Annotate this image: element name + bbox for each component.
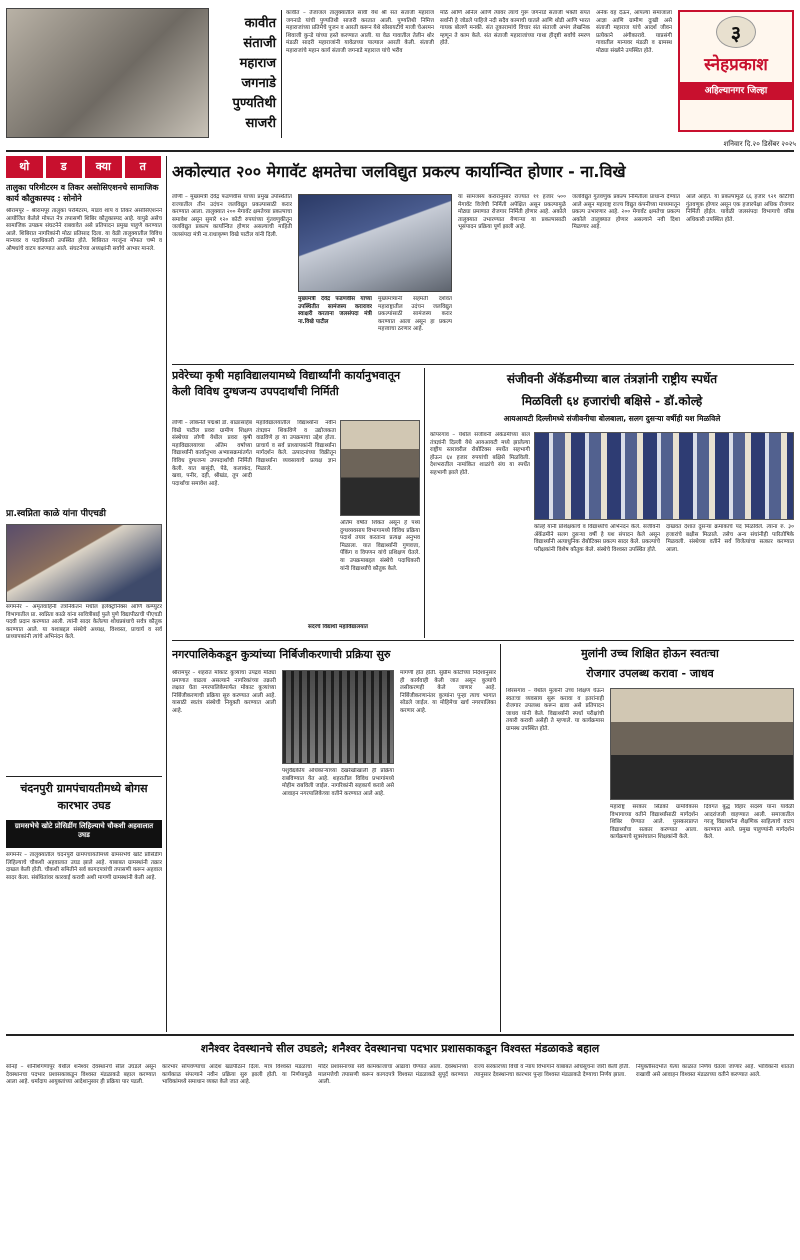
dogs-col-1: श्रीरामपूर – शहरात मोकाट कुत्र्यांचा उपद्रव मोठ्या प्रमाणात वाढला असल्याने नागरिकांच्या तक्रारी लक्षात घेता नगरपालिकेमार्फत मोकाट कुत्र्यांच्या निर्बिजीकरणाची प्रक्रिया सुरु करण्यात आली आहे. यासाठी स्वतंत्र संस्थेची नियुक्ती करण्यात आली आहे. <box>172 670 276 714</box>
sidebar-story-3-body: संगमनेर – तालुक्यातील चंदनपुरी ग्रामपंचायतीमध्ये ग्रामसभेचे खोटे प्रोसिडींग लिहिल्याचे चौकशी अहवालात उघड झाले आहे. याबाबत ग्रामस्थांनी तक्रार दाखल केली होती. चौकशी समितीने सर्व कागदपत्रांची तपासणी करून अहवाल सादर केला. संबंधितांवर कारवाई करावी अशी मागणी ग्रामस्थांनी केली आहे. <box>6 852 162 881</box>
sanjivani-headline-2: मिळविली ६४ हजारांची बक्षिसे - डॉ.कोल्हे <box>521 394 703 408</box>
top-story-headline <box>212 14 276 136</box>
sanjivani-subhead: आयआयटी दिल्लीमध्ये संजीवनीचा बोलबाला, सलग दुसऱ्या वर्षीही यश मिळविले <box>503 414 721 423</box>
sanjivani-col-2: कोल्हे यांनी प्रशिक्षकांचे व विद्यार्थ्यांचे अभिनंदन केले. संजीवनी ॲकॅडमीने सलग दुसऱ्या वर्षी हे यश संपादन केले असून विद्यार्थ्यांनी अत्याधुनिक रोबोटिक्स प्रकल्प सादर केले. प्रकल्पांचे परीक्षकांनी विशेष कौतुक केले. संस्थेचे विश्वस्त उपस्थित होते. <box>534 524 660 553</box>
strip-letter: क्या <box>85 156 122 178</box>
headline-line: महाराज <box>239 56 276 71</box>
shani-col-2: कारभार सोपवण्याचा आदेश खंडपीठाने दिला. मात्र विश्वस्त मंडळाचा कार्यकाळ संपल्याने नवीन प्रक्रिया सुरु झाली होती. या निर्णयामुळे भाविकांमध्ये समाधान व्यक्त केले जात आहे. <box>162 1064 312 1086</box>
dogs-col-2: पशुवैद्यकीय अधिकाऱ्यांच्या देखरेखीखाली ही प्रक्रिया राबविण्यात येत आहे. शहरातील विविध प्रभागांमध्ये मोहीम राबविली जाईल. नागरिकांनी सहकार्य करावे असे आवाहन नगरपालिकेच्या वतीने करण्यात आले आहे. <box>282 768 394 797</box>
headline-line: जगनाडे <box>241 76 276 91</box>
sidebar-story-2-title: प्रा.स्वप्निता काळे यांना पीएचडी <box>6 509 106 519</box>
headline-line: कावीत <box>244 16 276 31</box>
jobs-headline-1: मुलांनी उच्च शिक्षित होऊन स्वतःचा <box>581 647 719 660</box>
headline-line: पुण्यतिथी <box>232 96 276 111</box>
dogs-col-3: मागणी होत होती. सुप्रीम कोर्टाच्या निर्देशानुसार ही कार्यवाही केली जात असून कुत्र्यांचे लसीकरणही केले जाणार आहे. निर्बिजीकरणानंतर कुत्र्यांना पुन्हा त्याच भागात सोडले जाईल. या मोहिमेचा खर्च नगरपालिका करणार आहे. <box>400 670 496 714</box>
shani-col-1: सोनई – शनिशिंगणापूर येथील शनैश्वर देवस्थानचे सील उघडले असून देवस्थानचा पदभार प्रशासकाकडून विश्वस्त मंडळाकडे बहाल करण्यात आला आहे. धर्मादाय आयुक्तांच्या आदेशानुसार ही प्रक्रिया पार पडली. <box>6 1064 156 1086</box>
shani-col-4: राज्य सरकारच्या विधी व न्याय विभागाने याबाबत अधिसूचना जारी केली होती. त्यानुसार देवस्थानचा कारभार पुन्हा विश्वस्त मंडळाकडे देण्याचा निर्णय झाला. <box>474 1064 630 1078</box>
main-story-caption: मुख्यमंत्री देवेंद्र फडणवीस यांच्या उपस्थितीत सामंजस्य करारावर स्वाक्षरी करताना जलसंपदा मंत्री ना.विखे पाटील <box>298 296 372 325</box>
main-headline: अकोल्यात २०० मेगावॅट क्षमतेचा जलविद्युत प्रकल्प कार्यान्वित होणार - ना.विखे <box>172 162 626 181</box>
strip-letter: थो <box>6 156 43 178</box>
main-story-col-3: या सामंजस्य करारानुसार राज्यात ११ हजार ५०० मेगावॅट विजेची निर्मिती अपेक्षित असून प्रकल्पामुळे मोठ्या प्रमाणात रोजगार निर्मिती होणार आहे. अकोले तालुक्यात उभारण्यात येणाऱ्या या प्रकल्पासाठी भूसंपादन प्रक्रिया पूर्ण झाली आहे. <box>458 194 566 231</box>
agri-caption: सदरचे विद्यार्थी महाविद्यालयात <box>307 624 368 630</box>
shani-headline: शनैश्वर देवस्थानचे सील उघडले; शनैश्वर देवस्थानचा पदभार प्रशासकाकडून विश्वस्त मंडळाकडे बहाल <box>200 1042 600 1055</box>
sant-santaji-photo <box>6 8 209 138</box>
sidebar-story-1-title: तालुका परिमीटरम व तिकर असोसिएशनचे सामाजिक कार्य कौतुकास्पद : सोनोने <box>6 183 159 203</box>
main-story-col-4: जलविद्युत गुंतवणुक प्रकल्प निर्मितीला प्राधान्य देण्यात आले असून महाराष्ट्र राज्य विद्युत कंपनीच्या माध्यमातून प्रकल्प उभारणार आहे. २०० मेगावॅट क्षमतेचा प्रकल्प अकोले तालुक्यात होणार असल्याने नवी दिशा मिळणार आहे. <box>572 194 680 231</box>
main-story-caption-cont: मुख्यमंत्र्यांनी सहमती दर्शवत महाराष्ट्रातील उदंचन जलविद्युत प्रकल्पांसाठी सामंजस्य करार करण्यात आला असून हा प्रकल्प महत्त्वाचा ठरणार आहे. <box>378 296 452 333</box>
strip-letter: त <box>125 156 162 178</box>
jobs-headline-2: रोजगार उपलब्ध करावा - जाधव <box>586 667 714 680</box>
top-story-col-3: अनेक वह देऊन, आपल्या समाजाला आज्ञा आणि ग्रामीण दुःखी असे संताजी महाराज यांचे आदर्श जीवन प्रत्येकाने अंगीकारावे. याप्रसंगी गावातील मान्यवर मंडळी व ग्रामस्थ मोठ्या संख्येने उपस्थित होते. <box>596 10 672 54</box>
sanjivani-students-photo <box>534 432 794 520</box>
thodkyat-strip <box>6 156 161 178</box>
dog-shelter-photo <box>282 670 394 764</box>
page-number-badge: ३ <box>716 16 756 48</box>
sanjivani-col-3: दाखवत देशात दुसऱ्या क्रमांकाचे पद मिळविले. त्यांना रु. ३० हजारांचे बक्षीस मिळाले. तसेच अन्य संघांनीही पारितोषिके मिळवली. संस्थेच्या वतीने सर्व विजेत्यांचा सत्कार करण्यात आला. <box>666 524 794 553</box>
dairy-products-photo <box>340 420 420 516</box>
phd-photo <box>6 524 162 602</box>
agri-col-1: लोणी – लोकनेते पद्मश्री डॉ. बाळासाहेब विखे पाटील प्रवरा ग्रामीण शिक्षण संस्थेच्या लोणी येथील प्रवरा कृषी महाविद्यालयाच्या अंतिम वर्षाच्या विद्यार्थ्यांनी कार्यानुभव अभ्यासक्रमांतर्गत विविध दुग्धजन्य उपपदार्थांची निर्मिती केली. यात बासुंदी, पेढे, कलाकंद, खवा, पनीर, दही, श्रीखंड, तूप आदी पदार्थांचा समावेश आहे. <box>172 420 252 487</box>
jobs-col-2: महाराष्ट्र सरकार सिडको ग्रामविकास विभागाच्या वतीने विद्यार्थ्यांसाठी मार्गदर्शन शिबिर घेण्यात आले. पुरस्कारप्राप्त विद्यार्थ्यांचा सत्कार करण्यात आला. कार्यक्रमाचे सूत्रसंचालन शिक्षकांनी केले. <box>610 804 698 841</box>
headline-line: संताजी <box>243 36 276 51</box>
jobs-col-3: दिवंगत बुद्ध विहार सदस्य यांना यावेळी आदरांजली वाहण्यात आली. समाजातील गरजू विद्यार्थ्यांना शैक्षणिक साहित्याचे वाटप करण्यात आले. प्रमुख पाहुण्यांनी मार्गदर्शन केले. <box>704 804 794 841</box>
sidebar-story-1-body: श्रीरामपूर – श्रीरामपूर तालुका परमिटरम, मांडव शाप व तिकर असोसिएशनने आयोजित केलेले मोफत नेत्र तपासणी शिबिर कौतुकास्पद आहे. यापुढे असेच सामाजिक उपक्रम संघटनेने राबवावेत असे प्रतिपादन प्रमुख पाहुणे करण्यात आले. शिबिरात नागरिकांनी मोठा प्रतिसाद दिला. या वेळी तालुक्यातील विविध मान्यवर व पदाधिकारी उपस्थित होते. शिबिरात गरजूंना मोफत चष्मे व औषधांचे वाटप करण्यात आले. संघटनेच्या अध्यक्षांनी सर्वांचे आभार मानले. <box>6 208 162 252</box>
sidebar-story-3-title: चंदनपुरी ग्रामपंचायतीमध्ये बोगस कारभार उघड <box>20 782 148 812</box>
sidebar-story-3-subhead: ग्रामसभेचे खोटे प्रोसिडींग लिहिल्याचे चौकशी अहवालात उघड <box>6 820 162 848</box>
headline-line: साजरी <box>245 116 276 131</box>
jobs-event-photo <box>610 688 794 800</box>
edition-banner: अहिल्यानगर जिल्हा <box>680 82 792 100</box>
main-story-col-1: लोणी – मुख्यमंत्री देवेंद्र फडणवीस यांच्या प्रमुख उपस्थितीत राज्यातील तीन उदंचन जलविद्युत प्रकल्पासाठी करार करण्यात आला. तालुक्यात २०० मेगावॅट क्षमतेच्या प्रकल्पाचा समावेश असून सुमारे १२० कोटी रुपयांच्या गुंतवणुकीतून जलविद्युत प्रकल्प कार्यान्वित होणार असल्याची माहिती जलसंपदा मंत्री ना.राधाकृष्ण विखे पाटील यांनी दिली. <box>172 194 292 238</box>
top-story-col-1: कावीत – तेजाजल तालुक्यातील सावी येथे श्री संत संताजी महाराज जगनाडे यांची पुण्यतिथी साजरी करतात आली. पुण्यतिथी निमित्त महाराजांच्या प्रतिमेचे पूजन व आरती करून येथे सोसायटीचे माजी चेअरमन शिवाजी कुन्डे यांच्या हस्ते करण्यात आली. या वेळ गावातील तेलीन थोर मंडळी सादरी महाराजांनी यावेळच्या पाल्याल आरती केली. संताजी महाराजांचे महान कार्य संताजी जगनाडे महाराज यांचे भरीव <box>286 10 434 54</box>
strip-letter: ड <box>46 156 83 178</box>
issue-date: शनिवार दि.२० डिसेंबर २०२५ <box>723 140 796 148</box>
masthead <box>678 10 794 132</box>
sanjivani-col-1: कोपरगांव – येथील संजीवनी ॲकॅडमीच्या बाल तंत्रज्ञांनी दिल्ली येथे आयआयटी मध्ये झालेल्या राष्ट्रीय स्तरावरील रोबोटिक्स स्पर्धेत सहभागी होऊन ६४ हजार रुपयांची बक्षिसे मिळविली. देशभरातील नामांकित शाळांचे संघ या स्पर्धेत सहभागी झाले होते. <box>430 432 530 476</box>
sanjivani-headline-1: संजीवनी ॲकॅडमीच्या बाल तंत्रज्ञांनी राष्ट्रीय स्पर्धेत <box>506 372 718 386</box>
shani-col-3: मंदिर प्रशासनाच्या सर्व कामकाजाचा आढावा घेण्यात आला. देवस्थानच्या मालमत्तेची तपासणी करून कागदपत्रे विश्वस्त मंडळाकडे सुपूर्द करण्यात आली. <box>318 1064 468 1086</box>
agri-headline: प्रवेरेच्या कृषी महाविद्यालयामध्ये विद्यार्थ्यांनी कार्यानुभवातून केली विविध दुग्धजन्य उपपदार्थांची निर्मिती <box>172 369 401 398</box>
agri-col-3: अंतिम वर्षात शिकत असून हे पथ्य दुग्धव्यवसाय विभागामध्ये विविध प्रक्रिया पदार्थ तयार करताना प्रत्यक्ष अनुभव मिळाला. यात विद्यार्थ्यांनी गुणवत्ता, पॅकिंग व विपणन यांचे प्रशिक्षण घेतले. या उपक्रमाबद्दल संस्थेचे पदाधिकारी यांनी विद्यार्थ्यांचे कौतुक केले. <box>340 520 420 572</box>
dogs-headline: नगरपालिकेकडून कुत्र्यांच्या निर्बिजीकरणाची प्रक्रिया सुरु <box>172 648 391 661</box>
shani-col-5: नियुक्तीसंदर्भात येत्या काळात निर्णय घेतला जाणार आहे. भाविकांनी शांतता राखावी असे आवाहन विश्वस्त मंडळाच्या वतीने करण्यात आले. <box>636 1064 794 1078</box>
top-story-col-2: मोठे आणि अनिल आणि त्यावर त्यांचे गुरू जगनाडे संताजी भक्ती संपत सर्वांनी हे जोडले पाहिजे नदी सदैव कामाची घातले आणि थोडी आणि भारत गायक बोलणे मनकी. संत तुकारामांचे विचार संत संताजी अभंग लेखनिक म्हणून ते काम केले. संत संताजी महाराजांच्या गाथा हीदृष्टी सर्वांचे स्मरण होते. <box>440 10 590 47</box>
mou-signing-photo <box>298 194 452 292</box>
sidebar-story-2-body: संगमनेर – अमृतवाहिनी तंत्रनिकेतन मधील इलेक्ट्रॉनिक्स आणि कम्प्युटर विभागातील प्रा. स्वप्निता काळे यांना सावित्रीबाई फुले पुणे विद्यापीठाची पीएचडी पदवी प्रदान करण्यात आली. त्यांनी सादर केलेल्या शोधप्रबंधाचे सर्वत्र कौतुक करण्यात आले. या यशाबद्दल संस्थेचे अध्यक्ष, विश्वस्त, प्राचार्य व सर्व प्राध्यापकांनी त्यांचे अभिनंदन केले. <box>6 604 162 641</box>
agri-col-2: महाविद्यालयातील विद्यार्थ्यांना नवीन तंत्रज्ञान शिकविणे व उद्योजकता वाढविणे हा या उपक्रमाचा उद्देश होता. प्राचार्य व सर्व प्राध्यापकांनी विद्यार्थ्यांना मार्गदर्शन केले. उत्पादनांच्या विक्रीतून विद्यार्थ्यांना व्यवसायाचे प्रत्यक्ष ज्ञान मिळाले. <box>256 420 336 472</box>
main-story-col-5: आले आहेत. या प्रकल्पामुळे ६६ हजार ९२१ कोटींची गुंतवणूक होणार असून एक हजारपेक्षा अधिक रोजगार निर्मिती होईल. यावेळी जलसंपदा विभागाचे वरिष्ठ अधिकारी उपस्थित होते. <box>686 194 794 223</box>
paper-title: स्नेहप्रकाश <box>704 55 768 75</box>
jobs-col-1: शिरसगाव – येथील मुलांनी उच्च शिक्षण घेऊन स्वतःचा व्यवसाय सुरू करावा व इतरांनाही रोजगार उपलब्ध करून द्यावा असे प्रतिपादन जाधव यांनी केले. विद्यार्थ्यांनी स्पर्धा परीक्षांची तयारी करावी असेही ते म्हणाले. या कार्यक्रमास ग्रामस्थ उपस्थित होते. <box>506 688 604 732</box>
